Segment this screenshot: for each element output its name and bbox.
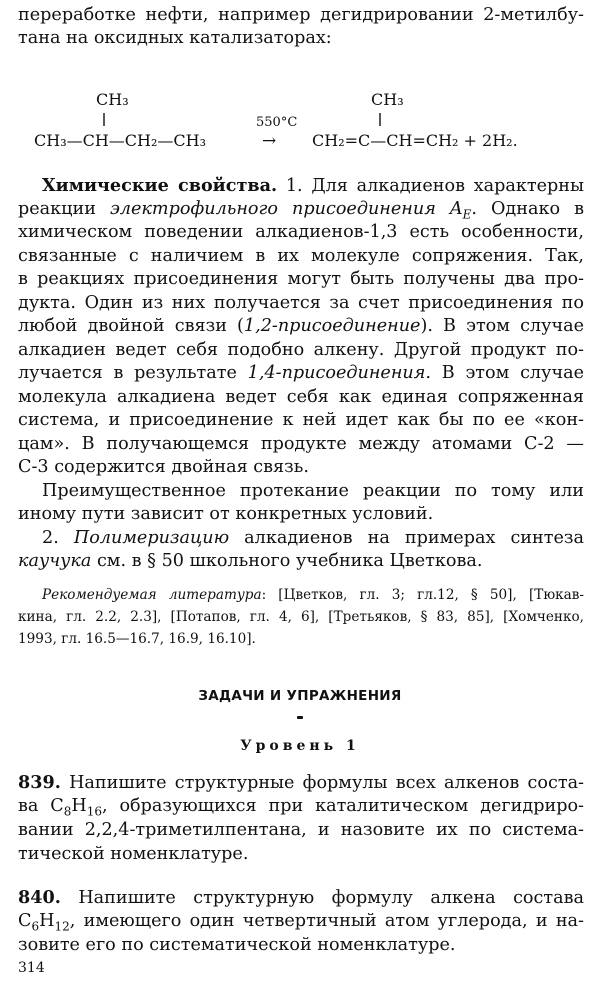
literature-label: Рекомендуемая литература (42, 587, 262, 603)
task-840-number: 840. (18, 887, 61, 908)
para3-line-1: 2. Полимеризацию алкадиенов на примерах синтеза (42, 528, 584, 548)
para2-line-2: иному пути зависит от конкретных условий. (18, 504, 434, 524)
page-number: 314 (18, 960, 45, 976)
chem-props-line-13: С-3 содержится двойная связь. (18, 457, 309, 477)
reaction-scheme (0, 80, 600, 170)
literature-line-2: кина, гл. 2.2, 2.3], [Потапов, гл. 4, 6], [Третьяков, § 83, 85], [Хомченко, (18, 609, 584, 625)
chem-props-line-2: реакции электрофильного присоединения $A_E$. Однако в (18, 199, 584, 222)
product-formula: CH₂=C—CH=CH₂ + 2H₂. (312, 131, 518, 150)
literature-line-3: 1993, гл. 16.5—16.7, 16.9, 16.10]. (18, 631, 256, 647)
intro-line-2: тана на оксидных катализаторах: (18, 28, 332, 48)
literature-line-1: Рекомендуемая литература: [Цветков, гл. 3; гл.12, § 50], [Тюкав- (42, 587, 584, 603)
chem-props-line-12: цам». В получающемся продукте между атомами С-2 — (18, 434, 584, 454)
task-840-line-2: $C_6H_{12}$, имеющего один четвертичный атом углерода, и на- (18, 911, 584, 934)
task-839-line-4: тической номенклатуре. (18, 844, 249, 864)
reactant-methyl-group: CH₃ (96, 90, 129, 109)
chem-props-line-5: в реакциях присоединения могут быть получены два про- (18, 269, 584, 289)
para2-line-1: Преимущественное протекание реакции по тому или (42, 481, 584, 501)
chem-props-line-9: лучается в результате 1,4-присоединения. В этом случае (18, 363, 584, 383)
product-methyl-group: CH₃ (371, 90, 404, 109)
task-840-line-3: зовите его по систематической номенклатуре. (18, 935, 456, 955)
section-title: ЗАДАЧИ И УПРАЖНЕНИЯ (198, 688, 402, 704)
task-839-line-3: вании 2,2,4-триметилпентана, и назовите их по системa- (18, 820, 584, 840)
reaction-arrow: → (262, 131, 277, 151)
level-heading: Уровень 1 (240, 738, 360, 754)
chem-props-line-11: система, и присоединение к ней идет как бы по ее «кон- (18, 410, 584, 430)
para3-line-2: каучука см. в § 50 школьного учебника Цветкова. (18, 551, 483, 571)
chem-props-line-4: связанные с наличием в их молекуле сопряжения. Так, (18, 246, 584, 266)
task-839-number: 839. (18, 772, 61, 793)
reactant-formula: CH₃—CH—CH₂—CH₃ (34, 131, 207, 150)
chem-props-line-8: алкадиен ведет себя подобно алкену. Другой продукт по- (18, 340, 584, 360)
chem-props-line-1: Химические свойства. 1. Для алкадиенов характерны (42, 175, 584, 196)
task-839-line-2: ва $C_8H_{16}$, образующихся при каталитическом дегидриро- (18, 796, 585, 819)
intro-line-1: переработке нефти, например дегидрировании 2-метилбу- (18, 5, 584, 25)
section-divider-mark (297, 716, 303, 719)
chem-props-line-7: любой двойной связи (1,2-присоединение). В этом случае (18, 316, 584, 336)
chem-props-line-6: дукта. Один из них получается за счет присоединения по (18, 293, 584, 313)
chem-props-line-10: молекула алкадиена ведет себя как единая сопряженная (18, 387, 584, 407)
chem-props-heading: Химические свойства. (42, 175, 278, 196)
task-840-line-1: 840. Напишите структурную формулу алкена состава (18, 887, 584, 908)
task-839-line-1: 839. Напишите структурные формулы всех алкенов соста- (18, 772, 584, 793)
reaction-condition: 550°C (256, 115, 298, 130)
chem-props-line-3: химическом поведении алкадиенов-1,3 есть особенности, (18, 222, 584, 242)
